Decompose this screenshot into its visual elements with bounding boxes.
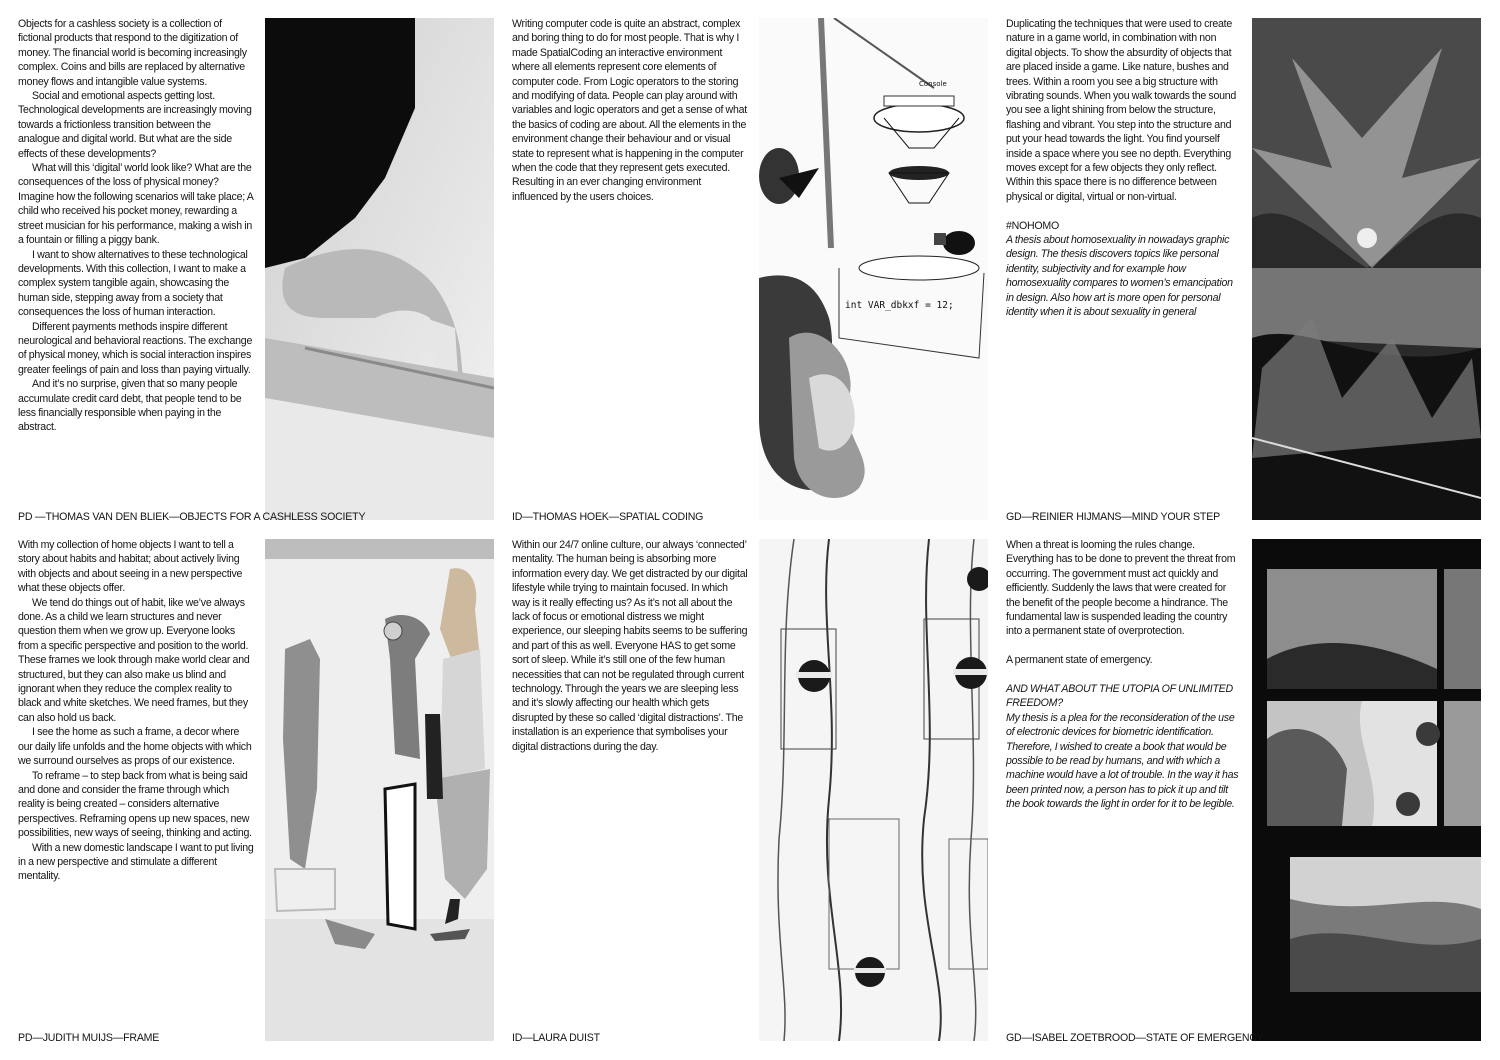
project-caption: GD—REINIER HIJMANS—MIND YOUR STEP: [1006, 511, 1220, 523]
paragraph: With a new domestic landscape I want to put living in a new perspective and stimulate a different mentality.: [18, 841, 254, 883]
nature-game-world-render: [1252, 18, 1481, 520]
project-caption: PD—JUDITH MUIJS—FRAME: [18, 1032, 160, 1044]
paragraph: And it’s no surprise, given that so many people accumulate credit card debt, that people tend to be less financially responsible when paying in the abstract.: [18, 378, 242, 434]
person-hanging-clothes-photo: [265, 539, 494, 1041]
paragraph: We tend do things out of habit, like we’ve always done. As a child we learn structures and never question them when we grow up. Everyone looks from a specific perspective and position to the world. These frames we look through make world clear and structured, but they can also make us blind and ignorant when they reduce the complex reality to black and white sketches. We need frames, but they can also hold us back.: [18, 596, 250, 724]
paragraph: Writing computer code is quite an abstract, complex and boring thing to do for most people. That is why I made SpatialCoding an interactive environment where all elements represent core elements of computer code. From Logic operators to the storing and modifying of data. People can play around with variables and logic operators and get a sense of what the basics of coding are about. All the elements in the environment change their behaviour and or visual state to represent what is happening in the computer when the code that they represent gets executed. Resulting in an ever changing environment influenced by the users choices.: [512, 18, 747, 203]
sleep-installation-sketch: [759, 539, 988, 1041]
nohomo-tag: #NOHOMO: [1006, 219, 1059, 232]
nohomo-text: A thesis about homosexuality in nowadays graphic design. The thesis discovers topics like personal identity, subjectivity and for example how homosexuality compares to women’s emancipation in design. Also how art is more open for personal identity when it is about sexuality in general: [1006, 234, 1233, 319]
project-caption: ID—LAURA DUIST: [512, 1032, 600, 1044]
thesis-text: My thesis is a plea for the reconsideration of the use of electronic devices for biometric identification. Therefore, I wished to create a book that would be possible to be read by humans, and with which a machine would have a lot of trouble. In the way it has been printed now, a person has to pick it up and tilt the book towards the light in order for it to be legible.: [1006, 711, 1239, 811]
paragraph: Social and emotional aspects getting lost. Technological developments are increasingly moving towards a frictionless transition between the analogue and digital world. But what are the side effects of these developments?: [18, 90, 252, 160]
spatial-coding-text: [512, 17, 748, 204]
fragmented-image-grid: [1252, 539, 1481, 1041]
paragraph: Objects for a cashless society is a collection of fictional products that respond to the digitization of money. The financial world is becoming increasingly complex. Coins and bills are replaced by alternative money flows and intangible value systems.: [18, 18, 247, 88]
frame-text: [18, 538, 254, 884]
paragraph: Duplicating the techniques that were used to create nature in a game world, in combination with non digital objects. To show the absurdity of objects that are placed inside a game. Like nature, bushes and trees. Within a room you see a big structure with vibrating sounds. When you walk towards the sound you see a light shining from below the structure, flashing and vibrant. You step into the structure and put your head towards the light. You find yourself inside a space where you see no depth. Everything moves except for a few objects they only reflect. Within this space there is no difference between physical or digital, virtual or non-virtual.: [1006, 18, 1237, 203]
project-caption: PD —THOMAS VAN DEN BLIEK—OBJECTS FOR A CASHLESS SOCIETY: [18, 511, 366, 523]
code-label: int VAR_dbkxf = 12;: [845, 300, 954, 311]
paragraph: With my collection of home objects I want to tell a story about habits and habitat; about actively living with objects and about seeing in a new perspective what these objects offer.: [18, 539, 243, 595]
paragraph: What will this ‘digital’ world look like? What are the consequences of the loss of physical money? Imagine how the following scenarios will take place; A child who received his pocket money, rewarding a street musician for his performance, making a wish in a fountain or filling a piggy bank.: [18, 162, 253, 247]
3d-code-environment-render: [759, 18, 988, 520]
paragraph: Within our 24/7 online culture, our always ‘connected’ mentality. The human being is absorbing more information every day. We get distracted by our digital lifestyle while trying to maintain focused. In which way is it really effecting us? As it’s not all about the lack of focus or emotional distress we might experience, our sleeping habits seems to be suffering and part of this as well. Everyone HAS to get some sort of sleep. While it’s still one of the few human necessities that can not be regulated through current technology. Through the years we are sleeping less and it’s slowly affecting our health which gets disrupted by these so called ‘digital distractions’. The installation is an experience that symbolises your digital distractions during the day.: [512, 539, 748, 753]
paragraph: I see the home as such a frame, a decor where our daily life unfolds and the home objects with which we surround ourselves as props of our existence.: [18, 726, 252, 768]
paragraph: To reframe – to step back from what is being said and done and consider the frame through which reality is being created – considers alternative perspectives. Reframing opens up new spaces, new possibilities, new ways of seeing, thinking and acting.: [18, 769, 252, 840]
console-label: Console: [919, 80, 947, 88]
paragraph: Different payments methods inspire different neurological and behavioral reactions. The exchange of physical money, which is social interaction inspires greater feelings of pain and loss than paying virtually.: [18, 320, 253, 376]
hand-pressing-object-photo: [265, 18, 494, 520]
utopia-heading: AND WHAT ABOUT THE UTOPIA OF UNLIMITED FREEDOM?: [1006, 683, 1233, 710]
state-of-emergency-text: [1006, 538, 1242, 812]
laura-duist-text: [512, 538, 748, 754]
paragraph: When a threat is looming the rules change. Everything has to be done to prevent the threat from occurring. The government must act quickly and efficiently. Suddenly the laws that were created for the benefit of the people become a hindrance. The fundamental law is suspended leading the country into a permanent state of overprotection.: [1006, 539, 1236, 638]
cashless-society-text: [18, 17, 254, 435]
statement: A permanent state of emergency.: [1006, 654, 1153, 667]
paragraph: I want to show alternatives to these technological developments. With this collection, I want to make a complex system tangible again, showcasing the human side, stepping away from a society that consequences the loss of human interaction.: [18, 248, 248, 319]
mind-your-step-text: [1006, 17, 1242, 320]
project-caption: ID—THOMAS HOEK—SPATIAL CODING: [512, 511, 704, 523]
project-caption: GD—ISABEL ZOETBROOD—STATE OF EMERGENCY: [1006, 1032, 1264, 1044]
